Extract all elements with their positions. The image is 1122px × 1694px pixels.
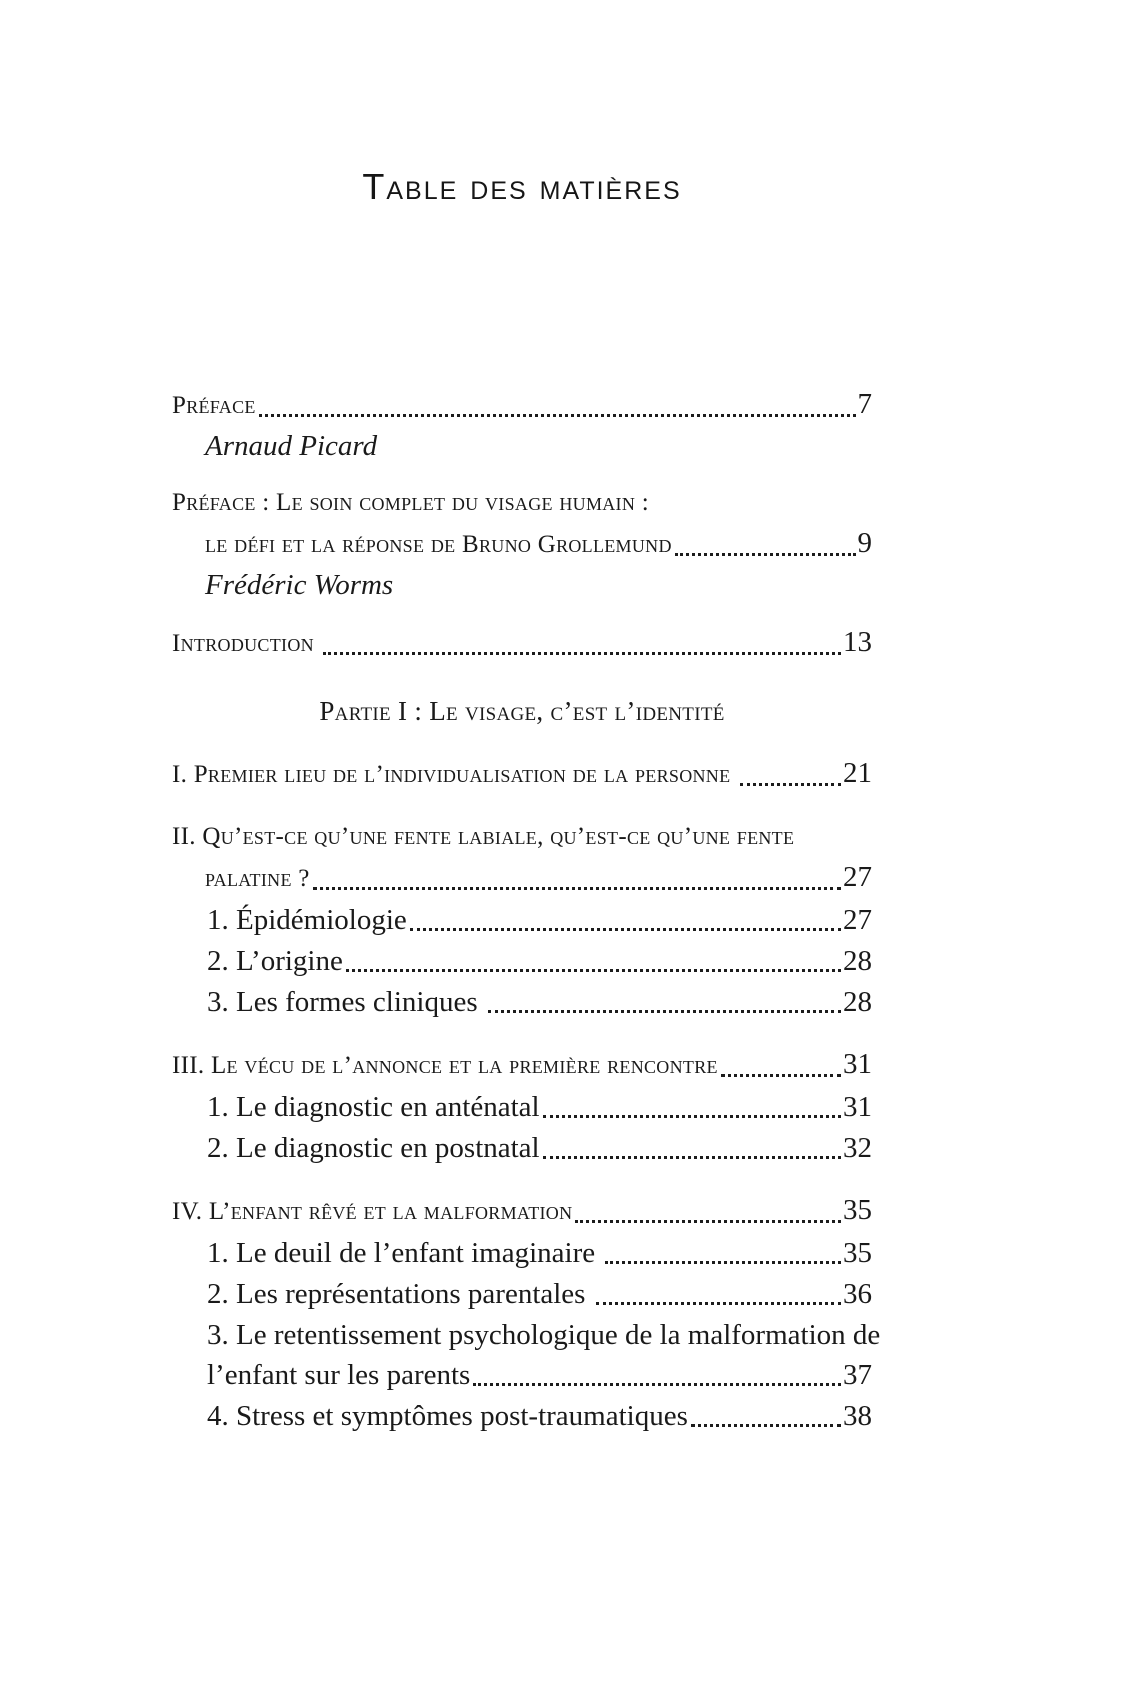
toc-page-number: 31	[843, 1048, 872, 1080]
toc-entry	[172, 1044, 872, 1086]
toc-entry-text: 3. Les formes cliniques	[207, 986, 485, 1018]
toc-entry-row	[207, 1128, 872, 1168]
toc-entry	[207, 900, 872, 940]
toc-entry-text: Partie I : Le visage, c’est l’identité	[319, 696, 725, 726]
toc-entry	[207, 1315, 881, 1395]
toc-page-number: 32	[843, 1132, 872, 1164]
toc-entry-text: Préface	[172, 392, 256, 419]
toc-entry	[172, 753, 872, 795]
toc-entry	[205, 565, 872, 605]
toc-entry-row	[207, 1233, 872, 1273]
toc-entry	[172, 817, 872, 899]
dot-leader	[323, 652, 841, 655]
dot-leader	[313, 887, 841, 890]
toc-entry-row	[172, 753, 872, 795]
toc-entry	[207, 1087, 872, 1127]
toc-entry	[172, 622, 872, 664]
toc-entry-text: I. Premier lieu de l’individualisation de la personne	[172, 761, 737, 788]
toc-page-number: 36	[843, 1278, 872, 1310]
toc-entry-row	[172, 523, 872, 565]
toc-entry-text: palatine ?	[205, 865, 310, 892]
dot-leader	[575, 1220, 841, 1223]
toc-entry-wrapped-lines	[172, 817, 872, 857]
toc-entry	[207, 982, 872, 1022]
toc-entry-row	[207, 1355, 872, 1395]
toc-entry-text: 1. Le diagnostic en anténatal	[207, 1091, 540, 1123]
toc-entry-row	[207, 1396, 872, 1436]
toc-list	[172, 384, 881, 1436]
toc-page-number: 38	[843, 1400, 872, 1432]
toc-entry-wrapped-lines	[172, 483, 872, 523]
toc-entry	[207, 1128, 872, 1168]
toc-entry	[172, 384, 872, 426]
toc-entry-row	[172, 1044, 872, 1086]
toc-entry	[207, 1233, 872, 1273]
toc-entry-row	[172, 691, 872, 731]
toc-entry-text: 2. Les représentations parentales	[207, 1278, 593, 1310]
toc-page-number: 35	[843, 1194, 872, 1226]
toc-entry-text: 1. Épidémiologie	[207, 904, 407, 936]
toc-page-number: 7	[857, 388, 872, 420]
dot-leader	[346, 969, 841, 972]
dot-leader	[410, 928, 841, 931]
toc-page-number: 35	[843, 1237, 872, 1269]
toc-entry-text: 4. Stress et symptômes post-traumatiques	[207, 1400, 688, 1432]
toc-entry	[172, 1190, 872, 1232]
toc-entry-row	[172, 1190, 872, 1232]
toc-entry-text: Frédéric Worms	[205, 569, 394, 601]
toc-entry-row	[172, 857, 872, 899]
dot-leader	[596, 1302, 841, 1305]
toc-entry-text: Introduction	[172, 630, 321, 657]
dot-leader	[605, 1261, 841, 1264]
toc-entry-row	[207, 900, 872, 940]
toc-page-number: 28	[843, 986, 872, 1018]
toc-page-number: 13	[843, 626, 872, 658]
toc-entry-row	[205, 426, 872, 466]
toc-entry-text: Préface : Le soin complet du visage humain :	[172, 489, 649, 516]
dot-leader	[473, 1383, 841, 1386]
dot-leader	[740, 783, 841, 786]
toc-entry	[207, 941, 872, 981]
toc-entry-row	[207, 1274, 872, 1314]
toc-entry-text: Arnaud Picard	[205, 430, 378, 462]
toc-page-number: 28	[843, 945, 872, 977]
toc-entry	[205, 426, 872, 466]
toc-entry	[207, 1396, 872, 1436]
dot-leader	[675, 553, 856, 556]
toc-page-number: 31	[843, 1091, 872, 1123]
dot-leader	[721, 1074, 841, 1077]
toc-entry	[207, 1274, 872, 1314]
toc-entry-text: IV. L’enfant rêvé et la malformation	[172, 1198, 573, 1225]
toc-entry-text: le défi et la réponse de Bruno Grollemund	[205, 531, 672, 558]
toc-page-number: 27	[843, 861, 872, 893]
toc-page-number: 27	[843, 904, 872, 936]
toc-entry-text: 2. Le diagnostic en postnatal	[207, 1132, 540, 1164]
toc-entry-row	[205, 565, 872, 605]
toc-entry-row	[207, 941, 872, 981]
toc-entry-text: III. Le vécu de l’annonce et la première rencontre	[172, 1052, 718, 1079]
dot-leader	[691, 1424, 841, 1427]
dot-leader	[543, 1156, 841, 1159]
toc-entry	[172, 483, 872, 565]
toc-entry-text: 2. L’origine	[207, 945, 343, 977]
toc-entry-text: 1. Le deuil de l’enfant imaginaire	[207, 1237, 603, 1269]
dot-leader	[488, 1010, 841, 1013]
toc-entry-wrapped-lines	[207, 1315, 881, 1355]
toc-entry-row	[207, 1087, 872, 1127]
toc-entry-text: l’enfant sur les parents	[207, 1359, 471, 1391]
toc-entry-row	[207, 982, 872, 1022]
toc-page-number: 21	[843, 757, 872, 789]
dot-leader	[543, 1115, 841, 1118]
toc-entry-row	[172, 384, 872, 426]
toc-entry-text: II. Qu’est-ce qu’une fente labiale, qu’est-ce qu’une fente	[172, 823, 795, 850]
toc-page-number: 9	[857, 527, 872, 559]
toc-page-number: 37	[843, 1359, 872, 1391]
dot-leader	[259, 414, 856, 417]
page-title: Table des matières	[362, 166, 682, 207]
toc-entry	[172, 691, 872, 731]
toc-entry-row	[172, 622, 872, 664]
toc-entry-text: 3. Le retentissement psychologique de la malformation de	[207, 1319, 881, 1351]
